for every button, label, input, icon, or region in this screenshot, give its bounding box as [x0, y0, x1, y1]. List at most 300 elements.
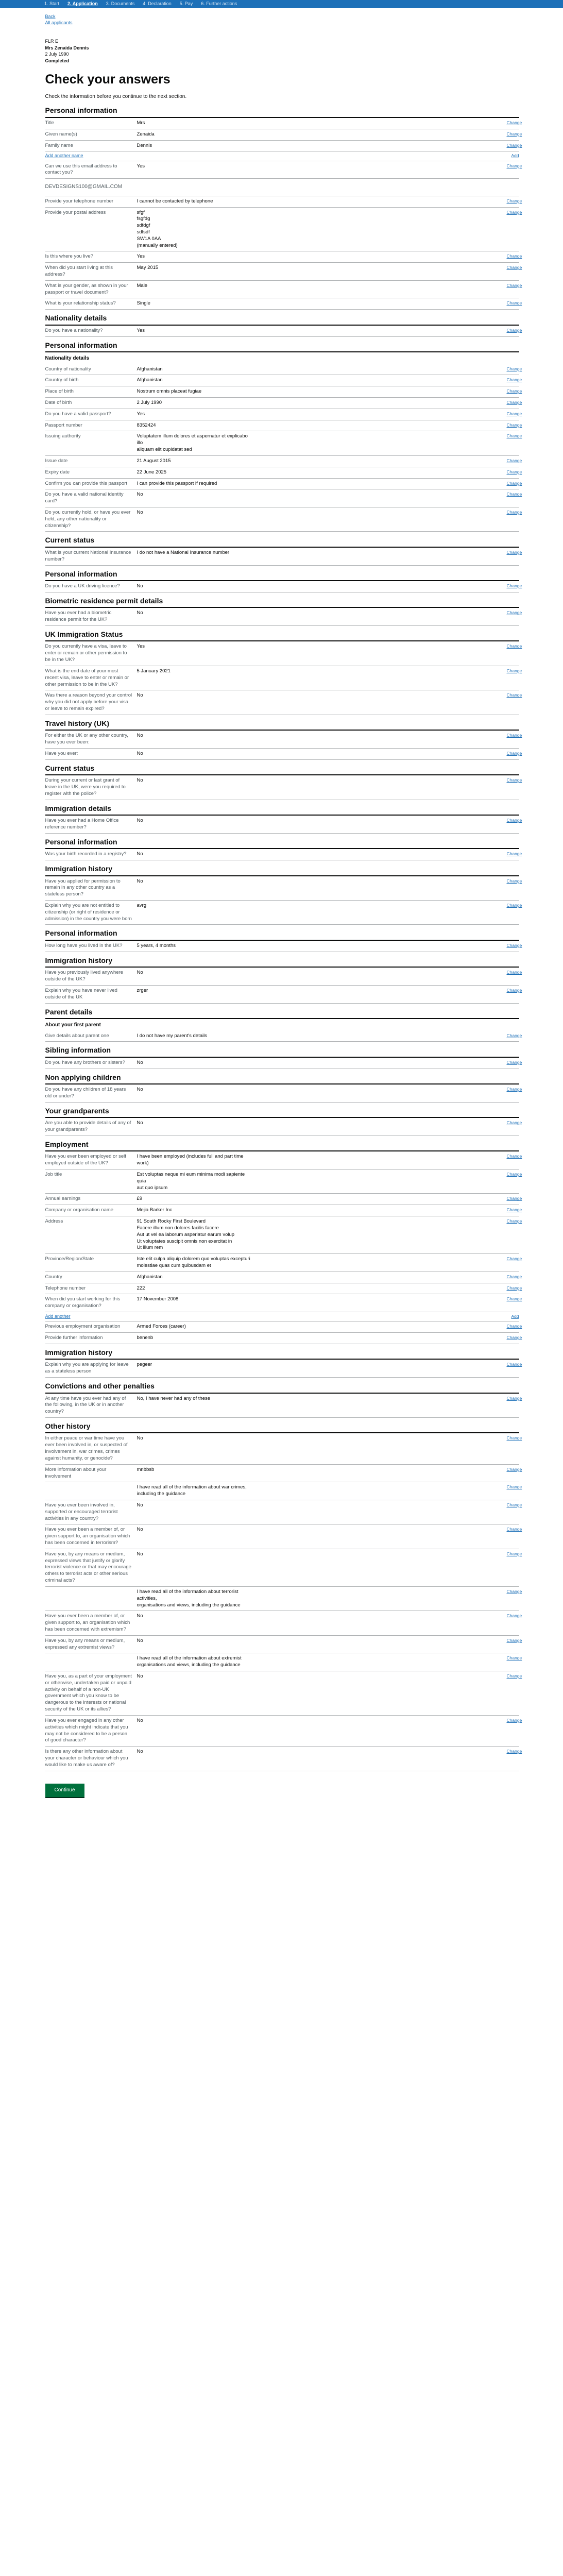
spacer — [257, 1502, 503, 1522]
add-another-link[interactable]: Add another — [45, 1314, 71, 1319]
change-link[interactable]: Change — [506, 777, 522, 783]
add-row — [45, 151, 519, 161]
summary-key: Provide your postal address — [45, 209, 106, 215]
summary-key: When did you start living at this address? — [45, 265, 113, 278]
summary-row — [45, 876, 522, 901]
change-link[interactable]: Change — [506, 1032, 522, 1038]
tab-2[interactable]: 2. Application — [67, 1, 98, 7]
add-another-link[interactable]: Add another name — [45, 153, 83, 159]
summary-row — [45, 1031, 522, 1042]
summary-key: Have you ever had a Home Office reference number? — [45, 818, 119, 830]
summary-key: Have you, by any means or medium, expressed any extremist views? — [45, 1637, 125, 1650]
summary-value-text: I do not have my parent's details — [137, 1032, 207, 1039]
summary-row — [45, 749, 522, 760]
spacer — [257, 777, 503, 797]
summary-value — [137, 210, 253, 249]
summary-row — [45, 1465, 522, 1483]
summary-key: Provide further information — [45, 1335, 103, 1341]
spacer — [257, 163, 503, 177]
change-link[interactable]: Change — [506, 142, 522, 148]
summary-row — [45, 1254, 522, 1272]
all-applicants-link[interactable]: All applicants — [45, 20, 73, 26]
summary-key: Date of birth — [45, 400, 72, 406]
summary-value — [137, 1120, 253, 1133]
spacer — [257, 970, 503, 983]
summary-value — [137, 903, 253, 922]
summary-value-text: 91 South Rocky First Boulevard Facere illum non dolores facilis facere Aut ut vel ea laborum asperiatur earum volup Ut voluptates suscipit omnis non exercitat in Ut illum rem — [137, 1218, 235, 1251]
summary-value — [137, 1589, 253, 1608]
section-heading: Parent details — [45, 1008, 519, 1020]
change-link[interactable]: Change — [506, 1324, 522, 1329]
summary-value-text: zrger — [137, 987, 148, 993]
summary-value-text: Afghanistan — [137, 1274, 163, 1280]
change-link[interactable]: Change — [506, 733, 522, 738]
summary-value — [137, 510, 253, 529]
change-link[interactable]: Change — [506, 1502, 522, 1507]
change-link[interactable]: Change — [506, 1218, 522, 1224]
spacer — [257, 265, 503, 278]
summary-row — [45, 1170, 522, 1194]
section-subheading: Nationality details — [45, 355, 90, 362]
summary-row — [45, 1151, 522, 1170]
summary-value — [137, 851, 253, 858]
spacer — [257, 377, 503, 384]
spacer — [257, 1087, 503, 1100]
summary-key: Have you, by any means or medium, expressed views that justify or glorify terrorist violence or that may encourage others to terrorist acts or other serious criminal acts? — [45, 1551, 131, 1584]
summary-value-text: pegeer — [137, 1362, 152, 1368]
change-link[interactable]: Change — [506, 480, 522, 486]
summary-key: Are you able to provide details of any of your grandparents? — [45, 1120, 131, 1133]
spacer — [257, 1551, 503, 1584]
summary-row — [45, 1636, 522, 1654]
spacer — [257, 903, 503, 922]
change-link[interactable]: Change — [506, 1435, 522, 1441]
change-link[interactable]: Change — [506, 253, 522, 259]
change-link[interactable]: Change — [506, 131, 522, 137]
applicant-summary — [45, 38, 519, 64]
change-link[interactable]: Change — [506, 1484, 522, 1490]
summary-key — [45, 1589, 133, 1608]
summary-value — [137, 1527, 253, 1546]
spacer — [257, 1274, 503, 1281]
tab-5[interactable]: 5. Pay — [179, 1, 193, 7]
spacer — [257, 1120, 503, 1133]
change-link[interactable]: Change — [506, 878, 522, 884]
spacer — [257, 253, 503, 260]
spacer — [257, 1196, 503, 1202]
summary-value — [137, 1296, 253, 1310]
summary-value-text: benenb — [137, 1335, 153, 1341]
change-link[interactable]: Change — [506, 818, 522, 823]
summary-key: Have you ever had a biometric residence permit for the UK? — [45, 610, 112, 623]
back-links — [45, 8, 519, 26]
tab-4[interactable]: 4. Declaration — [143, 1, 172, 7]
summary-row — [45, 1194, 522, 1205]
tab-6[interactable]: 6. Further actions — [201, 1, 237, 7]
change-link[interactable]: Change — [506, 942, 522, 948]
summary-row — [45, 281, 522, 299]
summary-value — [137, 751, 253, 757]
summary-row — [45, 1272, 522, 1283]
spacer — [257, 818, 503, 831]
spacer — [257, 198, 503, 205]
change-link[interactable]: Change — [506, 1274, 522, 1279]
summary-key: Have you ever been a member of, or given support to, an organisation which has been concerned with extremism? — [45, 1613, 130, 1632]
summary-value — [137, 1285, 253, 1292]
spacer — [257, 283, 503, 296]
add-link[interactable]: Add — [511, 1314, 519, 1319]
spacer — [257, 433, 503, 453]
section-heading: Biometric residence permit details — [45, 597, 519, 608]
change-link[interactable]: Change — [506, 300, 522, 306]
change-link[interactable]: Change — [506, 1256, 522, 1262]
change-link[interactable]: Change — [506, 163, 522, 168]
summary-value — [137, 777, 253, 797]
summary-key: Have you ever been a member of, or given support to, an organisation which has been concerned in terrorism? — [45, 1527, 130, 1546]
summary-value — [137, 433, 253, 453]
summary-value — [137, 283, 253, 296]
summary-value — [137, 1324, 253, 1330]
change-link[interactable]: Change — [506, 1551, 522, 1556]
spacer — [257, 1285, 503, 1292]
tab-1[interactable]: 1. Start — [44, 1, 60, 7]
summary-value-text: 21 August 2015 — [137, 457, 171, 464]
spacer — [257, 481, 503, 487]
summary-value — [137, 1060, 253, 1066]
summary-value — [137, 265, 253, 278]
spacer — [257, 643, 503, 663]
change-link[interactable]: Change — [506, 1296, 522, 1302]
summary-key: Do you have a valid national identity card? — [45, 492, 124, 504]
summary-value — [137, 400, 253, 406]
change-link[interactable]: Change — [506, 1285, 522, 1291]
summary-row — [45, 196, 522, 208]
summary-value-text: Yes — [137, 327, 145, 333]
summary-row — [45, 161, 522, 179]
change-link[interactable]: Change — [506, 1120, 522, 1126]
change-link[interactable]: Change — [506, 433, 522, 439]
summary-row — [45, 456, 522, 467]
summary-value-text: No — [137, 970, 143, 976]
summary-row — [45, 581, 522, 592]
change-link[interactable]: Change — [506, 851, 522, 857]
summary-key: When did you start working for this company or organisation? — [45, 1296, 121, 1309]
summary-value — [137, 1638, 253, 1651]
applicant-name: Mrs Zenaida Dennis — [45, 45, 89, 50]
change-link[interactable]: Change — [506, 1613, 522, 1619]
summary-row — [45, 968, 522, 986]
summary-value-text: 22 June 2025 — [137, 469, 167, 475]
summary-key: Country of nationality — [45, 366, 91, 372]
spacer — [257, 510, 503, 529]
summary-key: How long have you lived in the UK? — [45, 942, 123, 948]
section-heading: Nationality details — [45, 314, 519, 326]
spacer — [257, 583, 503, 590]
summary-value — [137, 878, 253, 898]
section-heading: Your grandparents — [45, 1107, 519, 1118]
section-subheading: About your first parent — [45, 1022, 101, 1028]
change-link[interactable]: Change — [506, 1527, 522, 1532]
change-link[interactable]: Change — [506, 1749, 522, 1754]
change-link[interactable]: Change — [506, 643, 522, 649]
summary-row — [45, 298, 522, 310]
spacer — [257, 1749, 503, 1768]
change-link[interactable]: Change — [506, 1059, 522, 1065]
change-link[interactable]: Change — [506, 549, 522, 555]
summary-row — [45, 941, 522, 952]
summary-key: In either peace or war time have you ever been involved in, or suspected of involvement in, war crimes, crimes against humanity, or genocide? — [45, 1435, 128, 1461]
summary-key: Was your birth recorded in a registry? — [45, 851, 127, 857]
spacer — [257, 1296, 503, 1310]
change-link[interactable]: Change — [506, 366, 522, 371]
summary-value — [137, 1435, 253, 1462]
summary-value — [137, 1484, 253, 1498]
summary-key: Is there any other information about your character or behaviour which you would like to make us aware of? — [45, 1749, 128, 1768]
applicant-status: Completed — [45, 58, 70, 64]
change-link[interactable]: Change — [506, 903, 522, 908]
section-heading: Immigration history — [45, 865, 519, 876]
spacer — [257, 668, 503, 688]
add-link[interactable]: Add — [511, 153, 519, 159]
change-link[interactable]: Change — [506, 509, 522, 515]
summary-value-text: No — [137, 1717, 143, 1723]
summary-key: Annual earnings — [45, 1196, 81, 1202]
change-link[interactable]: Change — [506, 327, 522, 333]
page-lead: Check the information before you continue to the next section. — [45, 93, 187, 99]
spacer — [257, 1718, 503, 1744]
change-link[interactable]: Change — [506, 1362, 522, 1367]
summary-key: Do you have a nationality? — [45, 327, 103, 333]
summary-value-text: No — [137, 1502, 143, 1508]
summary-key: Province/Region/State — [45, 1256, 94, 1262]
change-link[interactable]: Change — [506, 1335, 522, 1341]
spacer — [257, 1256, 503, 1269]
summary-value-text: No — [137, 583, 143, 589]
summary-key: More information about your involvement — [45, 1466, 107, 1479]
summary-value-text: Afghanistan — [137, 377, 163, 383]
spacer — [257, 131, 503, 138]
change-link[interactable]: Change — [506, 1588, 522, 1594]
summary-row — [45, 666, 522, 690]
summary-row — [45, 1671, 522, 1716]
summary-value — [137, 163, 253, 177]
summary-value-text: No — [137, 692, 143, 699]
change-link[interactable]: Change — [506, 282, 522, 288]
change-link[interactable]: Change — [506, 750, 522, 756]
spacer — [257, 1655, 503, 1669]
change-link[interactable]: Change — [506, 1395, 522, 1401]
summary-key — [45, 1655, 133, 1669]
section-heading: Personal information — [45, 106, 519, 118]
summary-value — [137, 583, 253, 590]
summary-value — [137, 1207, 253, 1214]
summary-row — [45, 489, 522, 507]
section-heading: Travel history (UK) — [45, 719, 519, 731]
spacer — [257, 988, 503, 1001]
change-link[interactable]: Change — [506, 1154, 522, 1159]
summary-value-text: No — [137, 492, 143, 498]
summary-row — [45, 1524, 522, 1549]
change-link[interactable]: Change — [506, 209, 522, 215]
summary-value-text: Yes — [137, 411, 145, 417]
summary-row — [45, 1716, 522, 1747]
summary-value-text: £9 — [137, 1196, 143, 1202]
summary-row — [45, 208, 522, 252]
summary-value — [137, 120, 253, 127]
change-link[interactable]: Change — [506, 265, 522, 270]
spacer — [257, 878, 503, 898]
summary-row — [45, 775, 522, 800]
change-link[interactable]: Change — [506, 1196, 522, 1201]
summary-value-text: No — [137, 509, 143, 515]
change-link[interactable]: Change — [506, 198, 522, 204]
continue-button[interactable]: Continue — [45, 1784, 84, 1798]
summary-value — [137, 1196, 253, 1202]
change-link[interactable]: Change — [506, 120, 522, 125]
change-link[interactable]: Change — [506, 1172, 522, 1177]
summary-value — [137, 943, 253, 950]
summary-row — [45, 986, 522, 1004]
change-link[interactable]: Change — [506, 1717, 522, 1723]
summary-row — [45, 251, 522, 263]
back-link[interactable]: Back — [45, 14, 56, 19]
change-link[interactable]: Change — [506, 970, 522, 975]
summary-value-text: Mrs — [137, 120, 145, 126]
summary-value — [137, 366, 253, 373]
summary-key: Passport number — [45, 422, 82, 428]
summary-value — [137, 1396, 253, 1415]
summary-value — [137, 1362, 253, 1375]
spacer — [257, 1673, 503, 1713]
add-row — [45, 1312, 519, 1321]
summary-row — [45, 641, 522, 666]
spacer — [257, 366, 503, 373]
summary-row — [45, 364, 522, 376]
section-heading: Personal information — [45, 570, 519, 582]
tab-3[interactable]: 3. Documents — [106, 1, 135, 7]
spacer — [257, 210, 503, 249]
summary-value — [137, 328, 253, 334]
summary-value-text: Iste elit culpa aliquip dolorem quo voluptas excepturi molestiae quas cum quibusdam et — [137, 1256, 250, 1268]
summary-key: Give details about parent one — [45, 1032, 109, 1039]
summary-value-text: Dennis — [137, 142, 152, 148]
summary-key: Issue date — [45, 457, 68, 464]
change-link[interactable]: Change — [506, 1466, 522, 1472]
change-link[interactable]: Change — [506, 377, 522, 383]
summary-row — [45, 326, 522, 337]
section-heading: Personal information — [45, 341, 519, 353]
summary-value-text: No — [137, 777, 143, 784]
summary-row — [45, 1058, 522, 1069]
change-link[interactable]: Change — [506, 1637, 522, 1643]
summary-value — [137, 198, 253, 205]
summary-row — [45, 1394, 522, 1418]
change-link[interactable]: Change — [506, 400, 522, 405]
change-link[interactable]: Change — [506, 457, 522, 463]
change-link[interactable]: Change — [506, 492, 522, 497]
summary-row — [45, 901, 522, 925]
summary-key: Have you applied for permission to remain in any other country as a stateless person? — [45, 878, 121, 897]
change-link[interactable]: Change — [506, 583, 522, 589]
summary-row — [45, 375, 522, 386]
summary-value-text: No — [137, 1059, 143, 1065]
spacer — [257, 1335, 503, 1342]
change-link[interactable]: Change — [506, 422, 522, 428]
change-link[interactable]: Change — [506, 388, 522, 394]
summary-value — [137, 550, 253, 563]
change-link[interactable]: Change — [506, 668, 522, 673]
summary-value-text: sfgf fsgfdg sdfdgf sdfsdf SW1A 0AA (manually entered) — [137, 209, 178, 248]
summary-key: Do you currently have a visa, leave to enter or remain or other permission to be in the UK? — [45, 643, 127, 663]
summary-key: Provide your telephone number — [45, 198, 114, 204]
change-link[interactable]: Change — [506, 610, 522, 616]
summary-key: Explain why you are applying for leave as a stateless person — [45, 1362, 129, 1375]
spacer — [257, 1154, 503, 1167]
summary-key: Have you, as a part of your employment or otherwise, undertaken paid or unpaid activity on behalf of a non-UK government which you know to be dangerous to the interests or national security of the UK or its allies? — [45, 1673, 132, 1713]
summary-key: Do you currently hold, or have you ever held, any other nationality or citizenship? — [45, 509, 131, 529]
answers-summary — [45, 106, 522, 1771]
summary-key: What is your current National Insurance number? — [45, 549, 131, 562]
summary-key: Can we use this email address to contact you? — [45, 163, 117, 176]
spacer — [257, 692, 503, 712]
spacer — [257, 1172, 503, 1191]
spacer — [257, 1435, 503, 1462]
change-link[interactable]: Change — [506, 1673, 522, 1679]
summary-row — [45, 1653, 522, 1671]
summary-key: Have you ever: — [45, 750, 78, 756]
summary-value — [137, 1087, 253, 1100]
summary-key: Have you ever been employed or self employed outside of the UK? — [45, 1154, 126, 1166]
change-link[interactable]: Change — [506, 469, 522, 474]
summary-value-text: No — [137, 610, 143, 616]
summary-key: Have you ever been involved in, supported or encouraged terrorist activities in any country? — [45, 1502, 118, 1521]
spacer — [257, 550, 503, 563]
summary-row — [45, 141, 522, 152]
application-type: FLR E — [45, 39, 59, 44]
summary-value-text: 2 July 1990 — [137, 400, 162, 406]
summary-value — [137, 1172, 253, 1191]
summary-row — [45, 731, 522, 749]
summary-row — [45, 479, 522, 490]
summary-value-text: No — [137, 818, 143, 824]
change-link[interactable]: Change — [506, 987, 522, 993]
summary-value — [137, 970, 253, 983]
summary-value-text: I have read all of the information about war crimes, including the guidance — [137, 1484, 247, 1497]
summary-value-text: May 2015 — [137, 265, 159, 271]
change-link[interactable]: Change — [506, 692, 522, 698]
summary-value — [137, 1749, 253, 1768]
change-link[interactable]: Change — [506, 1655, 522, 1661]
change-link[interactable]: Change — [506, 1207, 522, 1213]
summary-value — [137, 388, 253, 395]
spacer — [257, 1324, 503, 1330]
spacer — [257, 751, 503, 757]
summary-value — [137, 1335, 253, 1342]
summary-key: Company or organisation name — [45, 1207, 114, 1213]
spacer — [257, 120, 503, 127]
change-link[interactable]: Change — [506, 411, 522, 416]
summary-value — [137, 253, 253, 260]
summary-value — [137, 1718, 253, 1744]
summary-value-text: No — [137, 1087, 143, 1093]
section-heading: Personal information — [45, 929, 519, 941]
summary-key: Country of birth — [45, 377, 79, 383]
spacer — [257, 328, 503, 334]
summary-row — [45, 129, 522, 141]
summary-row — [45, 507, 522, 532]
change-link[interactable]: Change — [506, 1087, 522, 1092]
summary-value — [137, 1655, 253, 1669]
